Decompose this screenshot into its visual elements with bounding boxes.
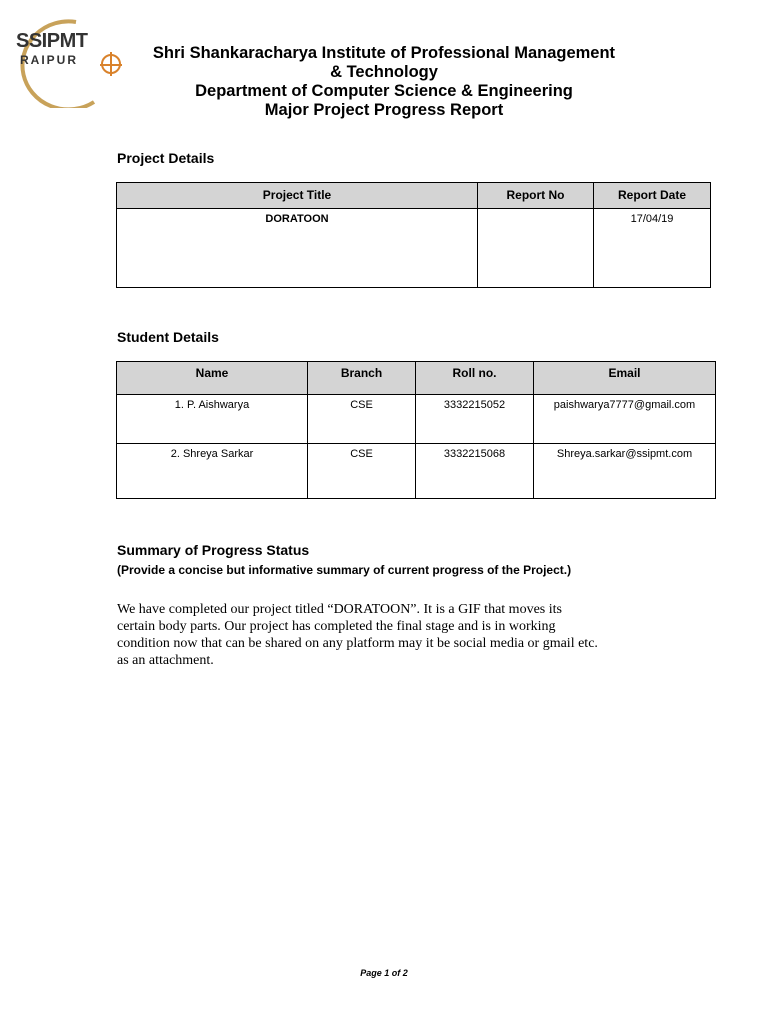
summary-instructions: (Provide a concise but informative summary of current progress of the Project.) xyxy=(117,563,572,577)
table-header-row xyxy=(117,183,711,209)
student-email-cell: paishwarya7777@gmail.com xyxy=(534,395,716,444)
project-title-cell: DORATOON xyxy=(117,209,478,288)
institute-name-cont: & Technology xyxy=(330,63,438,81)
report-title: Major Project Progress Report xyxy=(264,101,504,119)
document-header xyxy=(120,44,648,120)
project-details-heading: Project Details xyxy=(117,150,215,166)
table-header-row xyxy=(117,362,716,395)
department-name: Department of Computer Science & Engineering xyxy=(195,82,573,100)
table-row xyxy=(117,209,711,288)
project-details-table xyxy=(116,182,711,288)
student-branch-cell: CSE xyxy=(308,395,416,444)
logo-subtitle: RAIPUR xyxy=(20,53,79,67)
column-header-report-no: Report No xyxy=(478,183,594,209)
column-header-name: Name xyxy=(117,362,308,395)
table-row xyxy=(117,395,716,444)
student-email-cell: Shreya.sarkar@ssipmt.com xyxy=(534,444,716,499)
column-header-project-title: Project Title xyxy=(117,183,478,209)
student-details-heading: Student Details xyxy=(117,329,219,345)
institute-name: Shri Shankaracharya Institute of Professional Management xyxy=(152,44,616,62)
column-header-email: Email xyxy=(534,362,716,395)
summary-heading: Summary of Progress Status xyxy=(117,542,310,558)
summary-line: We have completed our project titled “DORATOON”. It is a GIF that moves its xyxy=(117,602,562,617)
summary-line: certain body parts. Our project has completed the final stage and is in working xyxy=(117,619,556,634)
column-header-report-date: Report Date xyxy=(594,183,711,209)
student-name-cell: 1. P. Aishwarya xyxy=(117,395,308,444)
summary-body xyxy=(117,601,662,669)
report-date-cell: 17/04/19 xyxy=(594,209,711,288)
student-roll-cell: 3332215068 xyxy=(416,444,534,499)
column-header-roll-no: Roll no. xyxy=(416,362,534,395)
student-branch-cell: CSE xyxy=(308,444,416,499)
student-name-cell: 2. Shreya Sarkar xyxy=(117,444,308,499)
summary-line: as an attachment. xyxy=(117,653,214,668)
column-header-branch: Branch xyxy=(308,362,416,395)
summary-line: condition now that can be shared on any platform may it be social media or gmail etc. xyxy=(117,636,598,651)
student-details-table xyxy=(116,361,716,499)
table-row xyxy=(117,444,716,499)
page-number: Page 1 of 2 xyxy=(360,968,408,978)
logo-title: SSIPMT xyxy=(16,30,88,52)
student-roll-cell: 3332215052 xyxy=(416,395,534,444)
report-no-cell xyxy=(478,209,594,288)
